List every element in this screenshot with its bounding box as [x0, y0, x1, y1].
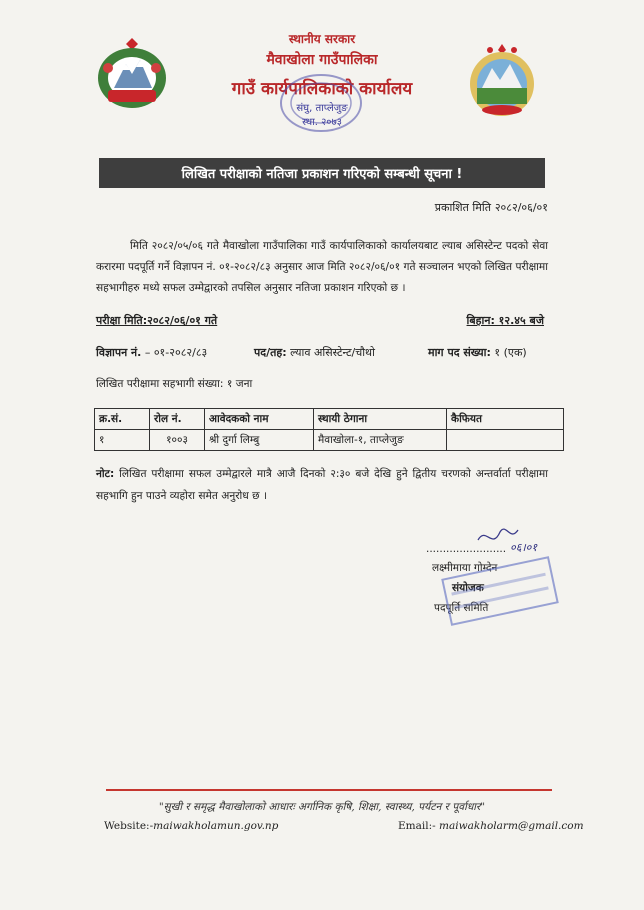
website [104, 820, 278, 832]
table-header-row [95, 409, 564, 430]
published-date [435, 200, 548, 215]
government-label: स्थानीय सरकार [288, 32, 356, 46]
footer-slogan: "सुखी र समृद्ध मैवाखोलाको आधारः अर्गानिक कृषि, शिक्षा, स्वास्थ्य, पर्यटन र पूर्वाधार" [158, 801, 486, 813]
website-label: Website:- [104, 820, 154, 832]
signatory-name: लक्ष्मीमाया गोम्देन [432, 562, 498, 574]
signature-date: ०६।०१ [510, 541, 538, 554]
table-row [95, 430, 564, 451]
office-name: गाउँ कार्यपालिकाको कार्यालय [231, 79, 413, 99]
published-date-value: २०८२/०६/०१ [494, 201, 548, 214]
signature-line: ........................ [426, 543, 507, 555]
col-serial: क्र.सं. [95, 409, 150, 430]
established-label: स्था. २०७३ [302, 117, 342, 128]
notice-body-text: मिति २०८२/०५/०६ गते मैवाखोला गाउँपालिका गाउँ कार्यपालिकाको कार्यालयबाट ल्याब असिस्टेन्ट पदको सेवा करारमा पदपूर्ति गर्ने विज्ञापन नं. ०१-२०८२/८३ अनुसार आज मिति २०८२/०६/०१ गते सञ्चालन भएको लिखित परीक्षामा सहभागीहरु मध्ये सफल उम्मेद्वारको तपसिल अनुसार नतिजा प्रकाशन गरिएको छ । [96, 240, 548, 294]
ad-label: विज्ञापन नं. [96, 346, 142, 359]
notice-title-banner: लिखित परीक्षाको नतिजा प्रकाशन गरिएको सम्बन्धी सूचना ! [99, 158, 545, 188]
demand-value: १ (एक) [494, 346, 527, 359]
published-date-label: प्रकाशित मिति [434, 201, 491, 214]
post-label: पद/तह: [254, 346, 287, 359]
exam-date: परीक्षा मिति:२०८२/०६/०१ गते [96, 314, 218, 327]
cell-roll: १००३ [150, 430, 205, 451]
email-link[interactable]: maiwakholarm@gmail.com [439, 820, 584, 832]
footer-divider [106, 789, 552, 791]
committee-name: पदपूर्ति समिति [434, 602, 489, 614]
cell-serial: १ [95, 430, 150, 451]
email-label: Email:- [398, 820, 440, 832]
demand-label: माग पद संख्या: [428, 346, 491, 359]
post-value: ल्याव असिस्टेन्ट/चौथो [290, 346, 375, 359]
col-remarks: कैफियत [447, 409, 564, 430]
note-text: लिखित परीक्षामा सफल उम्मेद्वारले मात्रै आजै दिनको २:३० बजे देखि हुने द्वितीय चरणको अन्तर्वार्ता परीक्षामा सहभागि हुन पाउने व्यहोरा समेत अनुरोध छ । [96, 468, 548, 502]
cell-name: श्री दुर्गा लिम्बु [205, 430, 314, 451]
ad-value: – ०१-२०८२/८३ [144, 346, 208, 359]
exam-time: बिहान: १२.४५ बजे [466, 314, 544, 327]
demand-count [428, 345, 527, 360]
cell-address: मैवाखोला-१, ताप्लेजुङ [314, 430, 447, 451]
note [96, 463, 548, 507]
post-level [254, 345, 375, 360]
office-stamp [278, 72, 364, 134]
municipality-name: मैवाखोला गाउँपालिका [266, 52, 378, 68]
note-label: नोट: [96, 468, 115, 480]
signatory-role: संयोजक [452, 582, 484, 594]
participant-count: लिखित परीक्षामा सहभागी संख्या: १ जना [96, 378, 253, 390]
office-address: संघु, ताप्लेजुङ [296, 103, 348, 114]
advertisement-number [96, 345, 207, 360]
email [398, 820, 584, 832]
cell-remarks [447, 430, 564, 451]
col-address: स्थायी ठेगाना [314, 409, 447, 430]
notice-body [96, 236, 548, 299]
results-table [94, 408, 564, 451]
col-roll: रोल नं. [150, 409, 205, 430]
col-name: आवेदकको नाम [205, 409, 314, 430]
website-link[interactable]: maiwakholamun.gov.np [153, 820, 279, 832]
